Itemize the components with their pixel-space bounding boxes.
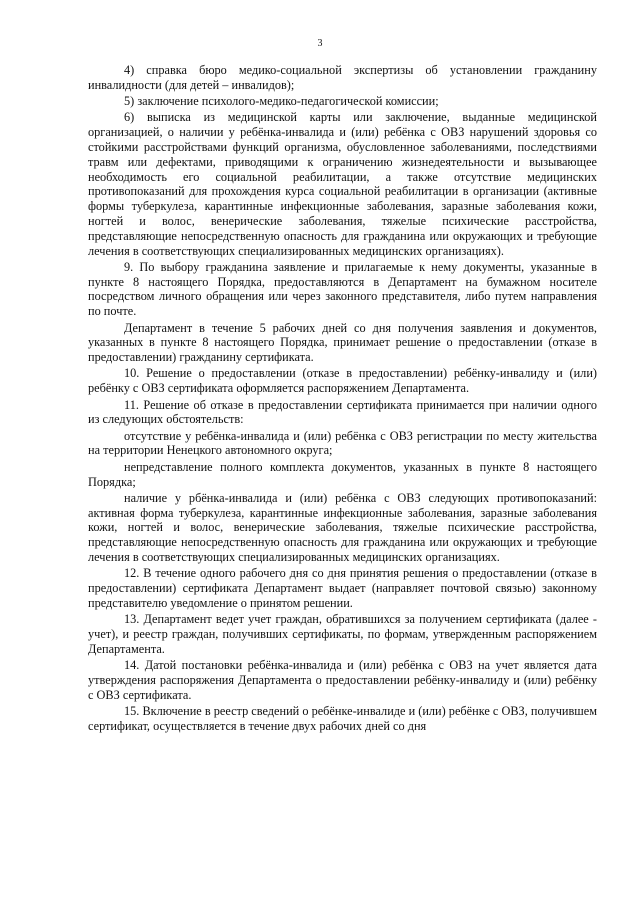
- paragraph-refusal-reason-1: отсутствие у ребёнка-инвалида и (или) ребёнка с ОВЗ регистрации по месту жительства на территории Ненецкого автономного округа;: [88, 428, 597, 458]
- paragraph-item-4: 4) справка бюро медико-социальной экспертизы об установлении гражданину инвалидности (для детей – инвалидов);: [88, 63, 597, 92]
- paragraph-clause-10: 10. Решение о предоставлении (отказе в предоставлении) ребёнку-инвалиду и (или) ребёнку с ОВЗ сертификата оформляется распоряжением Департамента.: [88, 366, 597, 396]
- paragraph-clause-12: 12. В течение одного рабочего дня со дня принятия решения о предоставлении (отказе в предоставлении) сертификата Департамент выдает (направляет почтовой связью) законному представителю уведомление о принятом решении.: [88, 566, 597, 610]
- paragraph-item-6: 6) выписка из медицинской карты или заключение, выданные медицинской организацией, о наличии у ребёнка-инвалида и (или) ребёнка с ОВЗ нарушений здоровья со стойкими расстройствами функций организма, обусловленное заболеваниями, последствиями травм или дефектами, приводящими к ограничению жизнедеятельности и вызывающее необходимость его социальной реабилитации, а также отсутствие медицинских противопоказаний для прохождения курса социальной реабилитации в организации (активные формы туберкулеза, карантинные инфекционные заболевания, заразные заболевания кожи, ногтей и волос, венерические заболевания, тяжелые психические расстройства, представляющие непосредственную опасность для гражданина или окружающих и требующие лечения в соответствующих специализированных медицинских организациях).: [88, 110, 597, 258]
- paragraph-clause-11: 11. Решение об отказе в предоставлении сертификата принимается при наличии одного из следующих обстоятельств:: [88, 397, 597, 427]
- paragraph-clause-14: 14. Датой постановки ребёнка-инвалида и (или) ребёнка с ОВЗ на учет является дата утверждения распоряжения Департамента о предоставлении ребёнку-инвалиду и (или) ребёнку с ОВЗ сертификата.: [88, 658, 597, 702]
- document-body: [88, 63, 597, 735]
- page-number: 3: [317, 38, 323, 49]
- paragraph-clause-15: 15. Включение в реестр сведений о ребёнке-инвалиде и (или) ребёнке с ОВЗ, получившем сертификат, осуществляется в течение двух рабочих дней со дня: [88, 703, 597, 733]
- paragraph-refusal-reason-2: непредставление полного комплекта документов, указанных в пункте 8 настоящего Порядка;: [88, 459, 597, 489]
- paragraph-refusal-reason-3: наличие у рбёнка-инвалида и (или) ребёнка с ОВЗ следующих противопоказаний: активная форма туберкулеза, карантинные инфекционные заболевания, заразные заболевания кожи, ногтей и волос, венерические заболевания, тяжелые психические расстройства, представляющие непосредственную опасность для гражданина или окружающих и требующие лечения в соответствующих специализированных медицинских организациях.: [88, 490, 597, 564]
- paragraph-clause-9: 9. По выбору гражданина заявление и прилагаемые к нему документы, указанные в пункте 8 настоящего Порядка, предоставляются в Департамент на бумажном носителе посредством личного обращения или через законного представителя, либо путем направления по почте.: [88, 259, 597, 319]
- paragraph-item-5: 5) заключение психолого-медико-педагогической комиссии;: [124, 94, 439, 109]
- paragraph-department-decision: Департамент в течение 5 рабочих дней со дня получения заявления и документов, указанных в пункте 8 настоящего Порядка, принимает решение о предоставлении (отказе в предоставлении) гражданину сертификата.: [88, 320, 597, 365]
- paragraph-clause-13: 13. Департамент ведет учет граждан, обратившихся за получением сертификата (далее - учет), и реестр граждан, получивших сертификаты, по формам, утвержденным распоряжением Департамента.: [88, 612, 597, 656]
